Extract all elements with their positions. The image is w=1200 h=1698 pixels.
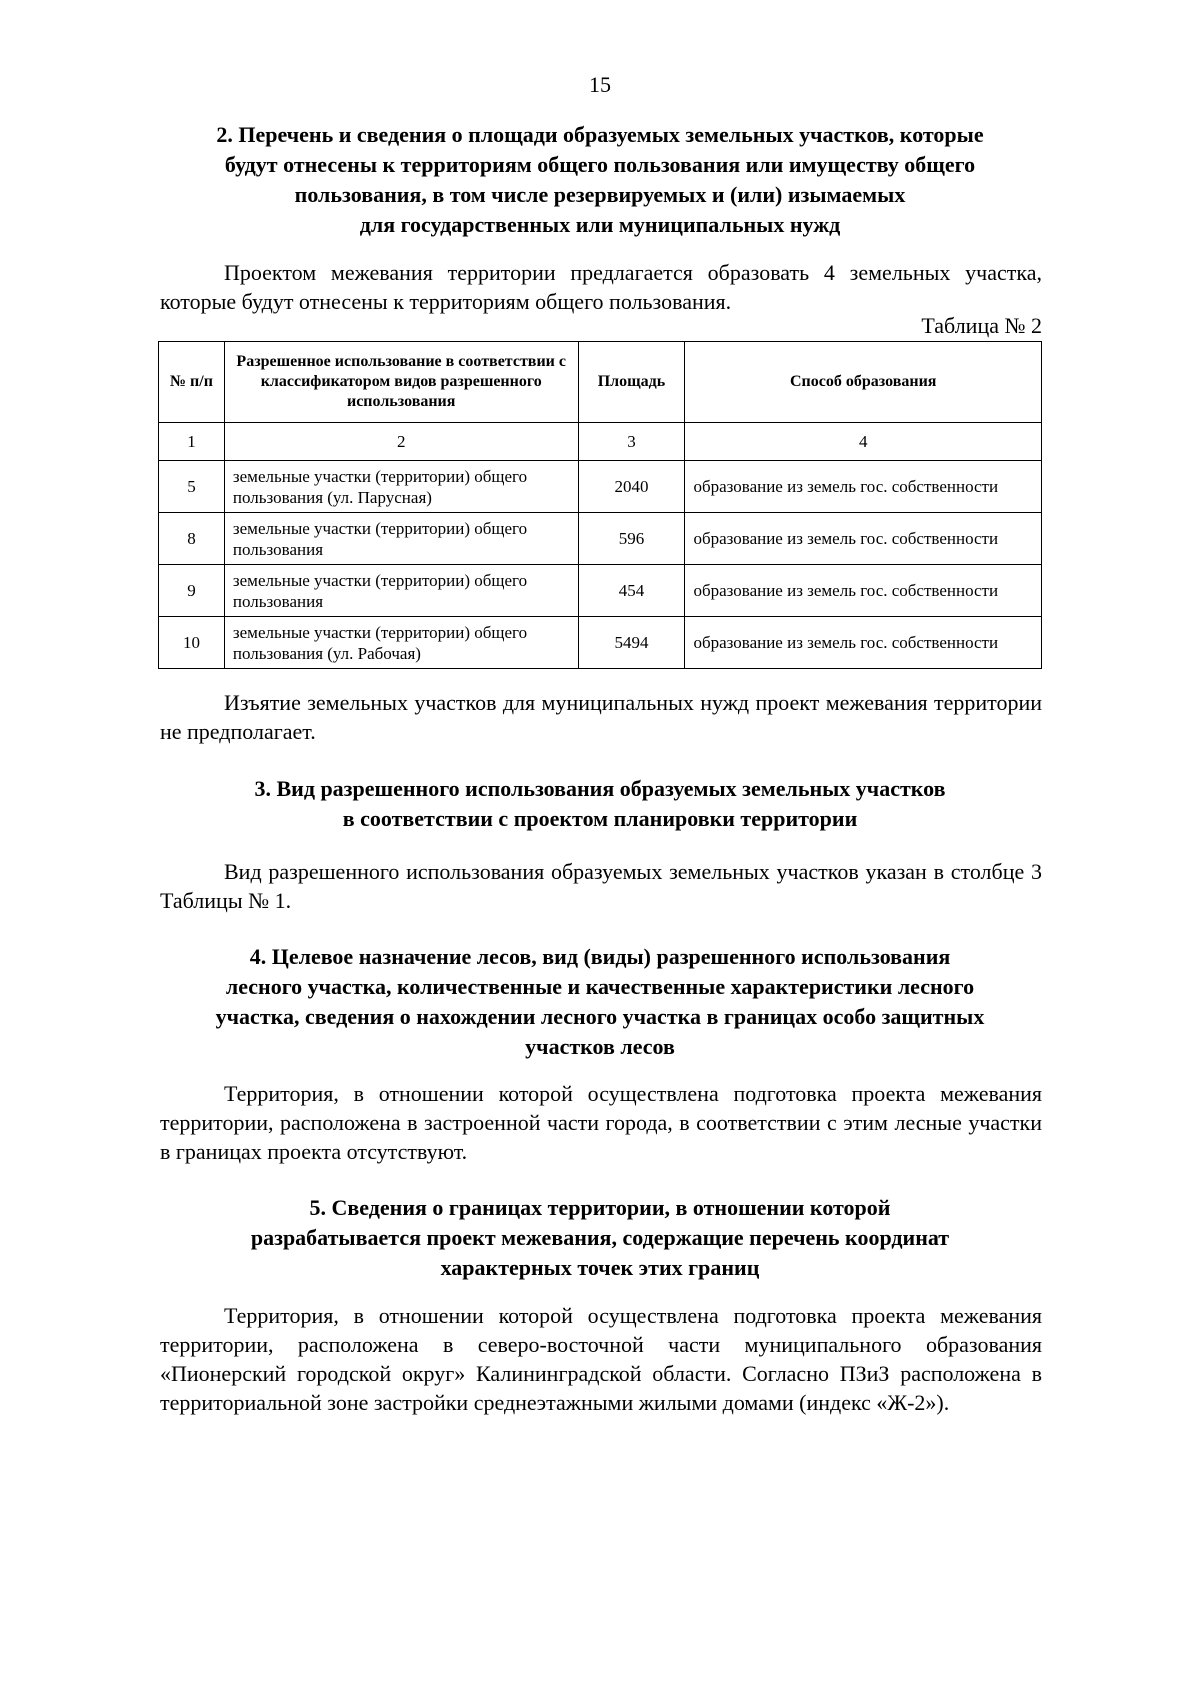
section-3-heading [160, 774, 1040, 834]
table-row [159, 617, 1042, 669]
cell-method: образование из земель гос. собственности [685, 513, 1042, 565]
heading-line: 3. Вид разрешенного использования образуемых земельных участков [254, 776, 946, 801]
cell-num: 9 [159, 565, 225, 617]
heading-line: 2. Перечень и сведения о площади образуемых земельных участков, которые [216, 122, 984, 147]
cell-use: земельные участки (территории) общего пользования (ул. Рабочая) [224, 617, 578, 669]
land-plots-table [158, 341, 1042, 669]
column-number-row [159, 423, 1042, 461]
column-number: 3 [578, 423, 685, 461]
table-row [159, 461, 1042, 513]
section-5-heading [160, 1193, 1040, 1283]
cell-area: 2040 [578, 461, 685, 513]
table-header-row [159, 342, 1042, 423]
section-4-heading [160, 942, 1040, 1062]
table-caption: Таблица № 2 [921, 313, 1042, 338]
section-2-outro: Изъятие земельных участков для муниципальных нужд проект межевания территории не предполагает. [160, 690, 1042, 744]
heading-line: разрабатывается проект межевания, содержащие перечень координат [250, 1225, 950, 1250]
heading-line: в соответствии с проектом планировки территории [342, 806, 858, 831]
header-use: Разрешенное использование в соответствии с классификатором видов разрешенного использования [224, 342, 578, 423]
cell-use: земельные участки (территории) общего пользования [224, 565, 578, 617]
cell-num: 8 [159, 513, 225, 565]
table-row [159, 513, 1042, 565]
cell-area: 596 [578, 513, 685, 565]
heading-line: участка, сведения о нахождении лесного участка в границах особо защитных [215, 1004, 985, 1029]
cell-method: образование из земель гос. собственности [685, 617, 1042, 669]
section-2-intro: Проектом межевания территории предлагается образовать 4 земельных участка, которые будут отнесены к территориям общего пользования. [160, 260, 1042, 314]
cell-num: 5 [159, 461, 225, 513]
cell-use: земельные участки (территории) общего пользования (ул. Парусная) [224, 461, 578, 513]
heading-line: будут отнесены к территориям общего пользования или имуществу общего [224, 152, 976, 177]
heading-line: пользования, в том числе резервируемых и (или) изымаемых [294, 182, 906, 207]
header-num: № п/п [159, 342, 225, 423]
cell-use: земельные участки (территории) общего пользования [224, 513, 578, 565]
heading-line: 5. Сведения о границах территории, в отношении которой [309, 1195, 891, 1220]
cell-method: образование из земель гос. собственности [685, 461, 1042, 513]
table-row [159, 565, 1042, 617]
column-number: 4 [685, 423, 1042, 461]
header-area: Площадь [578, 342, 685, 423]
header-method: Способ образования [685, 342, 1042, 423]
section-3-text: Вид разрешенного использования образуемых земельных участков указан в столбце 3 Таблицы № 1. [160, 859, 1042, 913]
page-number: 15 [589, 72, 611, 97]
column-number: 2 [224, 423, 578, 461]
heading-line: для государственных или муниципальных нужд [359, 212, 841, 237]
column-number: 1 [159, 423, 225, 461]
cell-method: образование из земель гос. собственности [685, 565, 1042, 617]
cell-area: 454 [578, 565, 685, 617]
section-5-text: Территория, в отношении которой осуществлена подготовка проекта межевания территории, расположена в северо-восточной части муниципального образования «Пионерский городской округ» Калининградской области. Согласно ПЗиЗ расположена в территориальной зоне застройки среднеэтажными жилыми домами (индекс «Ж-2»). [160, 1303, 1042, 1415]
heading-line: участков лесов [525, 1034, 675, 1059]
heading-line: 4. Целевое назначение лесов, вид (виды) разрешенного использования [249, 944, 951, 969]
section-2-heading [160, 120, 1040, 240]
cell-area: 5494 [578, 617, 685, 669]
section-4-text: Территория, в отношении которой осуществлена подготовка проекта межевания территории, расположена в застроенной части города, в соответствии с этим лесные участки в границах проекта отсутствуют. [160, 1081, 1042, 1164]
cell-num: 10 [159, 617, 225, 669]
heading-line: лесного участка, количественные и качественные характеристики лесного [225, 974, 975, 999]
heading-line: характерных точек этих границ [440, 1255, 760, 1280]
